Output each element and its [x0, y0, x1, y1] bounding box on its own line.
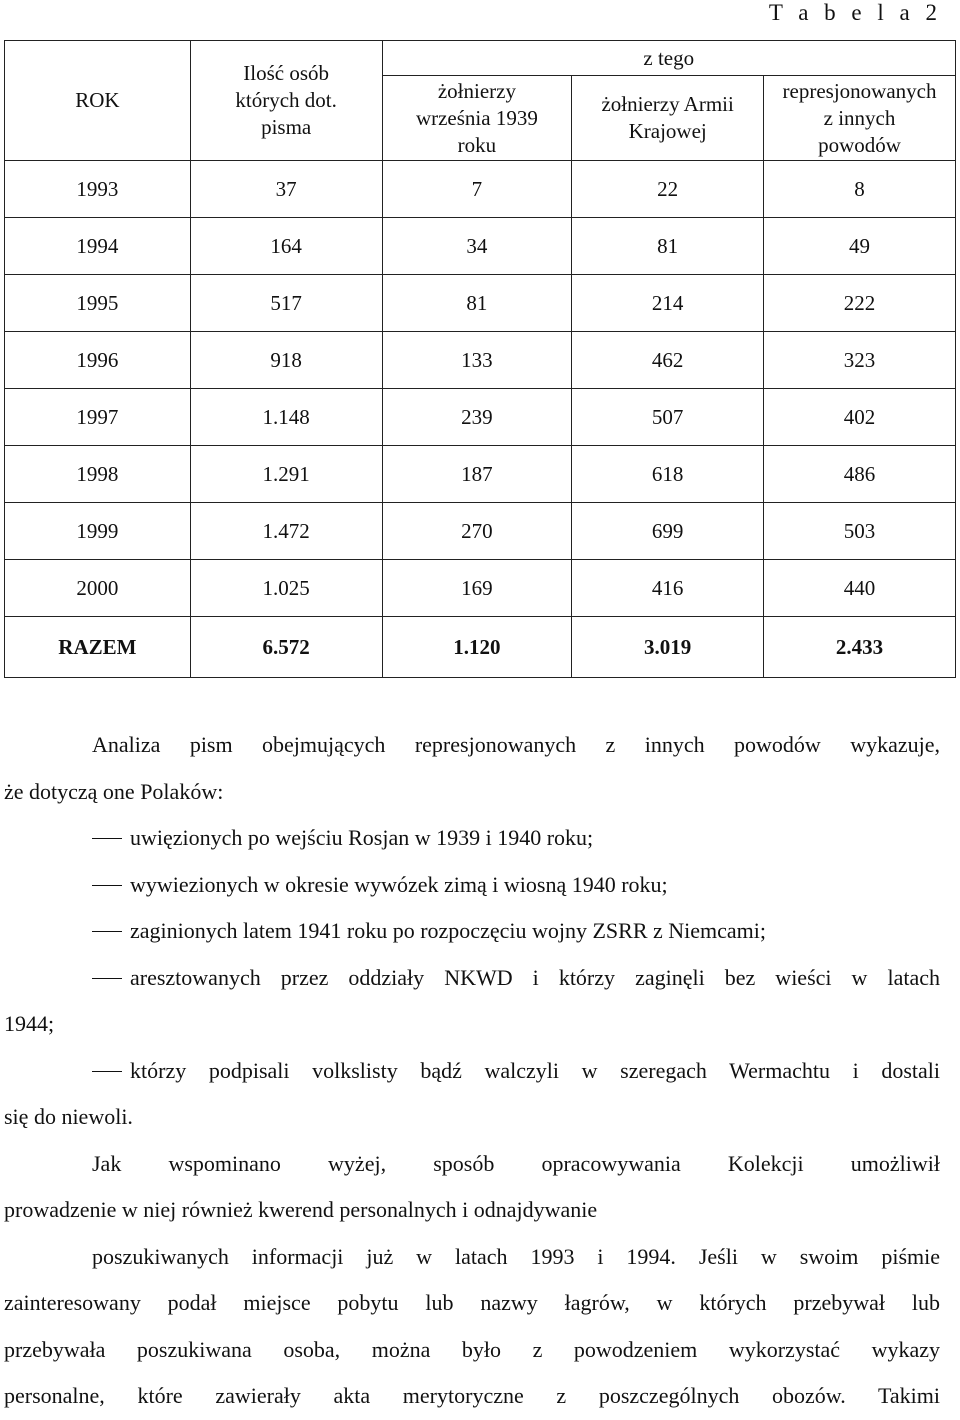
cell-september: 270 [382, 503, 572, 560]
dash-icon [92, 931, 122, 932]
total-september: 1.120 [382, 617, 572, 678]
paragraph-line: prowadzenie w niej również kwerend personalnych i odnajdywanie [4, 1197, 598, 1222]
table-total-row [5, 617, 956, 678]
header-zolnierzy-ak: żołnierzy Armii Krajowej [572, 76, 764, 161]
table-row [5, 560, 956, 617]
cell-ak: 22 [572, 161, 764, 218]
paragraph-line: personalne, które zawierały akta merytoryczne z poszczególnych obozów. Takimi [4, 1383, 940, 1408]
cell-other: 323 [764, 332, 956, 389]
dash-icon [92, 885, 122, 886]
paragraph-line: przebywała poszukiwana osoba, można było z powodzeniem wykorzystać wykazy [4, 1336, 940, 1362]
total-ak: 3.019 [572, 617, 764, 678]
bullet-item: zaginionych latem 1941 roku po rozpoczęciu wojny ZSRR z Niemcami; [4, 908, 940, 955]
table-row [5, 332, 956, 389]
cell-other: 222 [764, 275, 956, 332]
cell-ak: 462 [572, 332, 764, 389]
bullet-item: uwięzionych po wejściu Rosjan w 1939 i 1940 roku; [4, 815, 940, 862]
cell-year: 1997 [5, 389, 191, 446]
table-row [5, 275, 956, 332]
total-count: 6.572 [190, 617, 382, 678]
header-rok: ROK [5, 41, 191, 161]
paragraph-line: Jak wspominano wyżej, sposób opracowywania Kolekcji umożliwił [92, 1150, 940, 1176]
cell-count: 918 [190, 332, 382, 389]
cell-count: 1.148 [190, 389, 382, 446]
cell-september: 169 [382, 560, 572, 617]
cell-ak: 699 [572, 503, 764, 560]
table-row [5, 218, 956, 275]
cell-ak: 416 [572, 560, 764, 617]
cell-year: 1994 [5, 218, 191, 275]
bullet-item: aresztowanych przez oddziały NKWD i którzy zaginęli bez wieści w latach [4, 955, 940, 1002]
cell-september: 133 [382, 332, 572, 389]
header-ilosc-osob: Ilość osób których dot. pisma [190, 41, 382, 161]
table-row [5, 389, 956, 446]
cell-count: 1.025 [190, 560, 382, 617]
header-zolnierzy-wrzesnia: żołnierzy września 1939 roku [382, 76, 572, 161]
cell-count: 164 [190, 218, 382, 275]
cell-ak: 81 [572, 218, 764, 275]
dash-icon [92, 978, 122, 979]
header-represjonowanych: represjonowanych z innych powodów [764, 76, 956, 161]
body-text [4, 722, 940, 1420]
cell-september: 81 [382, 275, 572, 332]
cell-count: 1.472 [190, 503, 382, 560]
cell-year: 1999 [5, 503, 191, 560]
cell-year: 2000 [5, 560, 191, 617]
cell-ak: 507 [572, 389, 764, 446]
cell-september: 239 [382, 389, 572, 446]
paragraph-line: poszukiwanych informacji już w latach 1993 i 1994. Jeśli w swoim piśmie [92, 1243, 940, 1269]
cell-september: 7 [382, 161, 572, 218]
cell-count: 517 [190, 275, 382, 332]
dash-icon [92, 1071, 122, 1072]
total-other: 2.433 [764, 617, 956, 678]
cell-ak: 214 [572, 275, 764, 332]
cell-year: 1995 [5, 275, 191, 332]
cell-other: 402 [764, 389, 956, 446]
cell-other: 503 [764, 503, 956, 560]
cell-other: 49 [764, 218, 956, 275]
cell-count: 1.291 [190, 446, 382, 503]
total-label: RAZEM [5, 617, 191, 678]
bullet-item: którzy podpisali volkslisty bądź walczyli w szeregach Wermachtu i dostali [4, 1048, 940, 1095]
cell-other: 8 [764, 161, 956, 218]
cell-year: 1996 [5, 332, 191, 389]
cell-other: 440 [764, 560, 956, 617]
intro-line-1: Analiza pism obejmujących represjonowanych z innych powodów wykazuje, [92, 732, 940, 757]
cell-year: 1993 [5, 161, 191, 218]
cell-count: 37 [190, 161, 382, 218]
dash-icon [92, 838, 122, 839]
table-caption: T a b e l a 2 [768, 0, 942, 25]
bullet-continuation: się do niewoli. [4, 1104, 133, 1129]
statistics-table [4, 40, 956, 678]
cell-other: 486 [764, 446, 956, 503]
table-row [5, 446, 956, 503]
bullet-continuation: 1944; [4, 1011, 55, 1036]
bullet-item: wywiezionych w okresie wywózek zimą i wiosną 1940 roku; [4, 862, 940, 909]
cell-september: 187 [382, 446, 572, 503]
header-z-tego: z tego [382, 41, 955, 76]
paragraph-line: zainteresowany podał miejsce pobytu lub nazwy łagrów, w których przebywał lub [4, 1290, 940, 1315]
intro-line-2: że dotyczą one Polaków: [4, 778, 224, 804]
cell-year: 1998 [5, 446, 191, 503]
cell-september: 34 [382, 218, 572, 275]
cell-ak: 618 [572, 446, 764, 503]
table-row [5, 503, 956, 560]
table-row [5, 161, 956, 218]
